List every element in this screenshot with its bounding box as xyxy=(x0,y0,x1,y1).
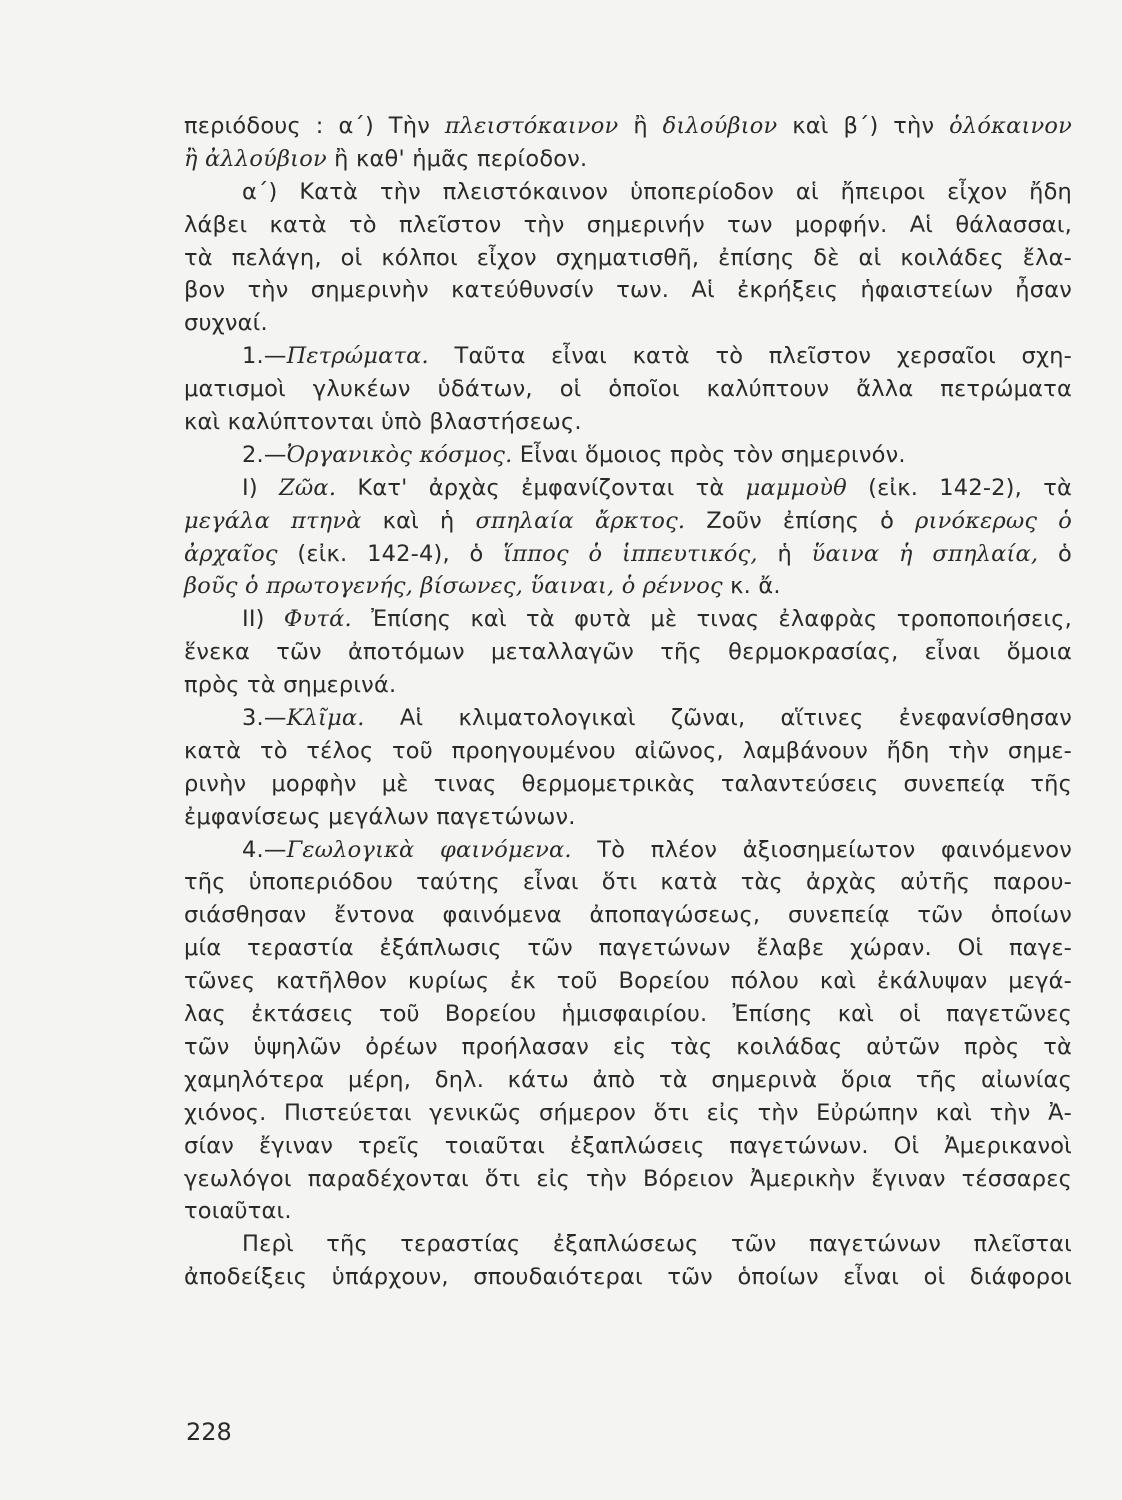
italic-term: ἀρχαῖος xyxy=(184,540,278,567)
text-run: Περὶ τῆς τεραστίας ἐξαπλώσεως τῶν παγετώνων πλεῖσται xyxy=(242,1231,1072,1258)
text-run: κατὰ τὸ τέλος τοῦ προηγουμένου αἰῶνος, λαμβάνουν ἤδη τὴν σημε- xyxy=(184,737,1072,764)
text-run: Ταῦτα εἶναι κατὰ τὸ πλεῖστον χερσαῖοι σχη- xyxy=(428,343,1072,370)
text-run: κ. ἄ. xyxy=(722,573,781,600)
text-run: καὶ ἡ xyxy=(361,507,476,534)
text-run: λας ἐκτάσεις τοῦ Βορείου ἡμισφαιρίου. Ἐπίσης καὶ οἱ παγετῶνες xyxy=(184,1001,1072,1028)
italic-term: Φυτά. xyxy=(283,606,352,633)
text-run: τῶνες κατῆλθον κυρίως ἐκ τοῦ Βορείου πόλου καὶ ἐκάλυψαν μεγά- xyxy=(184,968,1072,995)
text-run: 2.— xyxy=(242,441,287,468)
italic-term: ὕαινα ἡ σπηλαία, xyxy=(811,540,1039,567)
italic-term: μεγάλα πτηνὰ xyxy=(184,507,362,534)
text-line xyxy=(184,669,1072,702)
text-run: τὰ πελάγη, οἱ κόλποι εἶχον σχηματισθῆ, ἐπίσης δὲ αἱ κοιλάδες ἔλα- xyxy=(184,244,1072,271)
text-line xyxy=(184,1228,1072,1261)
text-run: (εἰκ. 142-4), ὁ xyxy=(277,540,504,567)
text-line xyxy=(184,1163,1072,1196)
text-run: ματισμοὶ γλυκέων ὑδάτων, οἱ ὁποῖοι καλύπτουν ἄλλα πετρώματα xyxy=(184,376,1072,403)
text-run: ἐμφανίσεως μεγάλων παγετώνων. xyxy=(184,803,576,830)
page-body xyxy=(184,110,1072,1294)
text-run: ἡ xyxy=(757,540,812,567)
text-run: α΄) Κατὰ τὴν πλειστόκαινον ὑποπερίοδον αἱ ἤπειροι εἶχον ἤδη xyxy=(242,178,1072,205)
italic-term: ἢ ἀλλούβιον xyxy=(184,145,327,172)
text-run: ἕνεκα τῶν ἀποτόμων μεταλλαγῶν τῆς θερμοκρασίας, εἶναι ὅμοια xyxy=(184,639,1072,666)
text-line xyxy=(184,242,1072,275)
text-line xyxy=(184,866,1072,899)
text-run: σίαν ἔγιναν τρεῖς τοιαῦται ἐξαπλώσεις παγετώνων. Οἱ Ἀμερικανοὶ xyxy=(184,1132,1072,1159)
italic-term: ὁλόκαινον xyxy=(949,113,1072,139)
text-run: Τὸ πλέον ἀξιοσημείωτον φαινόμενον xyxy=(571,836,1072,863)
italic-term: Κλῖμα. xyxy=(286,705,365,732)
text-line xyxy=(184,505,1072,538)
italic-term: Πετρώματα. xyxy=(286,343,429,370)
text-line xyxy=(184,143,1072,176)
italic-term: Ὀργανικὸς κόσμος. xyxy=(286,441,513,468)
text-line xyxy=(184,1097,1072,1130)
text-line xyxy=(184,1130,1072,1163)
text-line xyxy=(184,932,1072,965)
page-number: 228 xyxy=(186,1418,232,1446)
text-line xyxy=(184,538,1072,571)
text-run: λάβει κατὰ τὸ πλεῖστον τὴν σημερινήν των μορφήν. Αἱ θάλασσαι, xyxy=(184,211,1072,238)
text-run: συχναί. xyxy=(184,310,268,337)
text-line xyxy=(184,702,1072,735)
text-line xyxy=(184,340,1072,373)
italic-term: βοῦς ὁ πρωτογενής, βίσωνες, ὕαιναι, ὁ ρέννος xyxy=(184,573,723,600)
italic-term: πλειστόκαινον xyxy=(444,113,619,139)
text-run: II) xyxy=(242,606,284,633)
text-line xyxy=(184,1064,1072,1097)
text-run: Ἐπίσης καὶ τὰ φυτὰ μὲ τινας ἐλαφρὰς τροποποιήσεις, xyxy=(351,606,1072,633)
text-run: 3.— xyxy=(242,705,287,732)
text-run: χιόνος. Πιστεύεται γενικῶς σήμερον ὅτι εἰς τὴν Εὐρώπην καὶ τὴν Ἀ- xyxy=(184,1099,1072,1126)
text-run: Εἶναι ὅμοιος πρὸς τὸν σημερινόν. xyxy=(512,441,906,468)
text-line xyxy=(184,801,1072,834)
text-run: Ζοῦν ἐπίσης ὁ xyxy=(685,507,916,534)
text-line xyxy=(184,735,1072,768)
text-run: ρινὴν μορφὴν μὲ τινας θερμομετρικὰς ταλαντεύσεις συνεπείᾳ τῆς xyxy=(184,770,1072,797)
text-line xyxy=(184,570,1072,603)
text-line xyxy=(184,899,1072,932)
italic-term: σπηλαία ἄρκτος. xyxy=(475,507,686,534)
text-run: ἢ καθ' ἡμᾶς περίοδον. xyxy=(326,145,588,172)
text-line xyxy=(184,1195,1072,1228)
text-line xyxy=(184,834,1072,867)
text-run: 4.— xyxy=(242,836,287,863)
text-run: τῆς ὑποπεριόδου ταύτης εἶναι ὅτι κατὰ τὰς ἀρχὰς αὐτῆς παρου- xyxy=(184,869,1072,896)
text-run: ὁ xyxy=(1038,540,1072,567)
text-line xyxy=(184,1261,1072,1294)
text-line xyxy=(184,209,1072,242)
text-line xyxy=(184,636,1072,669)
italic-term: διλούβιον xyxy=(662,113,778,139)
text-line xyxy=(184,603,1072,636)
text-run: τοιαῦται. xyxy=(184,1198,292,1225)
text-run: περιόδους : α΄) Τὴν xyxy=(184,113,445,139)
text-run: ἢ xyxy=(618,113,663,139)
text-line xyxy=(184,176,1072,209)
text-run: μία τεραστία ἐξάπλωσις τῶν παγετώνων ἔλαβε χώραν. Οἱ παγε- xyxy=(184,935,1072,962)
text-line xyxy=(184,472,1072,505)
text-line xyxy=(184,307,1072,340)
text-line xyxy=(184,768,1072,801)
text-run: Αἱ κλιματολογικαὶ ζῶναι, αἵτινες ἐνεφανίσθησαν xyxy=(364,705,1072,732)
italic-term: Ζῶα. xyxy=(279,474,337,501)
text-run: 1.— xyxy=(242,343,287,370)
text-run: πρὸς τὰ σημερινά. xyxy=(184,672,397,699)
text-line xyxy=(184,274,1072,307)
text-run: I) xyxy=(242,474,280,501)
text-run: καὶ καλύπτονται ὑπὸ βλαστήσεως. xyxy=(184,409,582,436)
italic-term: μαμμοὺθ xyxy=(745,474,847,501)
italic-term: Γεωλογικὰ φαινόμενα. xyxy=(286,836,572,863)
text-run: ἀποδείξεις ὑπάρχουν, σπουδαιότεραι τῶν ὁποίων εἶναι οἱ διάφοροι xyxy=(184,1264,1072,1291)
text-line xyxy=(184,998,1072,1031)
text-run: βον τὴν σημερινὴν κατεύθυνσίν των. Αἱ ἐκρήξεις ἡφαιστείων ἦσαν xyxy=(184,277,1072,304)
text-line xyxy=(184,406,1072,439)
text-line xyxy=(184,1031,1072,1064)
text-run: σιάσθησαν ἔντονα φαινόμενα ἀποπαγώσεως, συνεπείᾳ τῶν ὁποίων xyxy=(184,902,1072,929)
text-line xyxy=(184,110,1072,143)
text-run: Κατ' ἀρχὰς ἐμφανίζονται τὰ xyxy=(336,474,746,501)
text-run: γεωλόγοι παραδέχονται ὅτι εἰς τὴν Βόρειον Ἀμερικὴν ἔγιναν τέσσαρες xyxy=(184,1165,1072,1192)
italic-term: ἵππος ὁ ἱππευτικός, xyxy=(503,540,758,567)
text-line xyxy=(184,373,1072,406)
italic-term: ρινόκερως ὁ xyxy=(915,507,1072,534)
text-line xyxy=(184,439,1072,472)
text-run: (εἰκ. 142-2), τὰ xyxy=(846,474,1072,501)
text-line xyxy=(184,965,1072,998)
text-run: τῶν ὑψηλῶν ὀρέων προήλασαν εἰς τὰς κοιλάδας αὐτῶν πρὸς τὰ xyxy=(184,1033,1072,1060)
text-run: χαμηλότερα μέρη, δηλ. κάτω ἀπὸ τὰ σημερινὰ ὅρια τῆς αἰωνίας xyxy=(184,1066,1072,1093)
text-run: καὶ β΄) τὴν xyxy=(777,113,950,139)
